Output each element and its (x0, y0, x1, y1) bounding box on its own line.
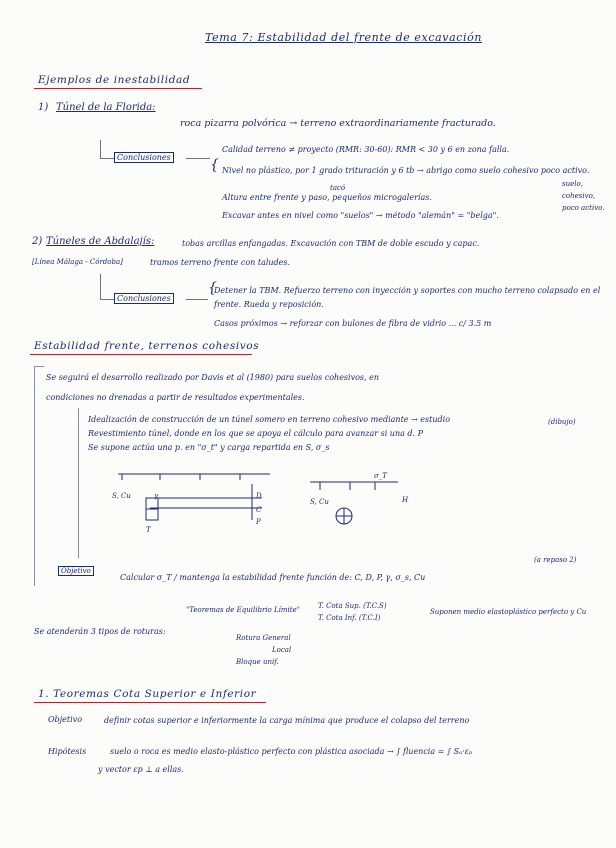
item1-lead: Túnel de la Florida: (56, 102, 156, 113)
item2-bullet: Casos próximos → reforzar con bulones de fibra de vidrio ... c/ 3.5 m (214, 319, 492, 328)
section-heading-cohesive: Estabilidad frente, terrenos cohesivos (34, 340, 260, 352)
item2-sub-text: tramos terreno frente con taludes. (150, 258, 291, 267)
section-underline (34, 702, 266, 703)
page-title: Tema 7: Estabilidad del frente de excavación (205, 31, 483, 44)
item1-bullet: Nivel no plástico, por 1 grado trituración y 6 tb → abrigo como suelo cohesivo poco activo. (222, 166, 590, 175)
section3-objetivo-text: definir cotas superior e inferiormente la carga mínima que produce el colapso del terreno (104, 716, 470, 725)
atender-item: Bloque unif. (236, 658, 279, 666)
section-heading-teoremas: 1. Teoremas Cota Superior e Inferior (38, 688, 257, 700)
ideal-line-2: Revestimiento túnel, donde en los que se apoya el cálculo para avanzar si una d. P (88, 429, 424, 438)
item2-sub: [Línea Málaga - Córdoba] (32, 258, 123, 266)
teoremas-note: Suponen medio elastoplástico perfecto y Cu (430, 608, 587, 616)
teoremas-line: "Teoremas de Equilibrio Límite" (186, 606, 300, 614)
item-marker-1: 1) (38, 102, 49, 113)
ideal-line-1: Idealización de construcción de un túnel somero en terreno cohesivo mediante → estudio (88, 415, 451, 424)
diagram-label: C (256, 506, 262, 514)
conclusions-box-2: Conclusiones (114, 293, 174, 304)
ideal-note: (dibujo) (548, 418, 576, 426)
teoremas-inf: T. Cota Inf. (T.C.I) (318, 614, 381, 622)
item2-lead: Túneles de Abdalajís: (46, 236, 155, 247)
diagram-label: D (256, 492, 262, 500)
brace: { (210, 157, 219, 173)
diagram-label: γ (154, 492, 159, 500)
diagram-label: H (402, 496, 409, 504)
section3-hipotesis-label: Hipótesis (48, 747, 87, 756)
note-right: (a repaso 2) (534, 556, 577, 564)
item1-bullet: Calidad terreno ≠ proyecto (RMR: 30-60): RMR < 30 y 6 en zona falla. (222, 145, 510, 154)
teoremas-sup: T. Cota Sup. (T.C.S) (318, 602, 387, 610)
item1-annotation-top: tacó (330, 184, 346, 192)
item-marker-2: 2) (32, 236, 43, 247)
item2-bullet: Detener la TBM. Refuerzo terreno con inyección y soportes con mucho terreno colapsado en el frente. Rueda y reposición. (214, 286, 601, 309)
conclusions-box-1: Conclusiones (114, 152, 174, 163)
intro-line-1: Se seguirá el desarrollo realizado por Davis et al (1980) para suelos cohesivos, en (46, 373, 380, 382)
diagram-label: T (146, 526, 151, 534)
atender-lead: Se atenderán 3 tipos de roturas: (34, 627, 166, 636)
diagram-label: P (256, 518, 261, 526)
diagram-label: S, Cu (310, 498, 329, 506)
objetivo-text: Calcular σ_T / mantenga la estabilidad frente función de: C, D, P, γ, σ_s, Cu (120, 573, 426, 582)
ideal-line-3: Se supone actúa una p. en "σ_t" y carga repartida en S, σ_s (88, 443, 330, 452)
objetivo-box: Objetivo (58, 566, 94, 576)
item1-text: roca pizarra polvórica → terreno extraordinariamente fracturado. (180, 118, 496, 129)
atender-item: Rotura General (236, 634, 291, 642)
section3-hipotesis-text2: y vector εp ⊥ a ellas. (98, 765, 184, 774)
item2-text: tobas arcillas enfangadas. Excavación con TBM de doble escudo y capac. (182, 239, 480, 248)
intro-line-2: condiciones no drenadas a partir de resultados experimentales. (46, 393, 305, 402)
atender-item: Local (272, 646, 292, 654)
item1-annotation-side: suelo, cohesivo, poco activo. (562, 180, 605, 212)
section3-objetivo-label: Objetivo (48, 715, 83, 724)
section-heading-instability: Ejemplos de inestabilidad (38, 74, 191, 86)
item1-bullet: Altura entre frente y paso, pequeños microgalerías. (222, 193, 432, 202)
item1-bullet: Excavar antes en nivel como "suelos" → método "alemán" = "belga". (222, 211, 499, 220)
brace: { (208, 280, 217, 296)
section3-hipotesis-text: suelo o roca es medio elasto-plástico perfecto con plástica asociada → ∫ fluencia = ∫ Sₐ·εₚ (110, 747, 473, 756)
diagram-label: σ_T (374, 472, 387, 480)
diagram-label: S, Cu (112, 492, 131, 500)
